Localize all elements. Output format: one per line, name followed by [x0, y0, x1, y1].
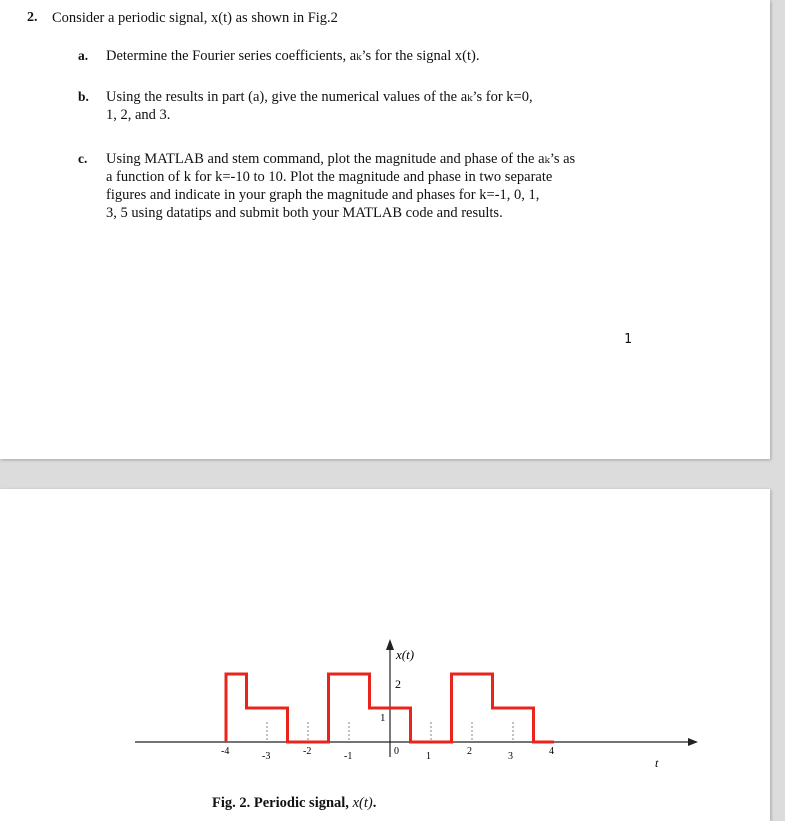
x-axis-label: t: [655, 756, 659, 770]
y-axis-label: x(t): [396, 647, 415, 662]
figure-caption: [212, 795, 376, 812]
subquestion-label: a.: [78, 48, 89, 63]
text-line: 3, 5 using datatips and submit both your MATLAB code and results.: [106, 205, 503, 221]
caption-text: Fig. 2. Periodic signal,: [212, 795, 353, 811]
question-number: 2.: [27, 10, 38, 25]
text-line: 1, 2, and 3.: [106, 107, 171, 123]
subquestion-text: [106, 150, 656, 222]
time-axis-arrow-icon: [688, 738, 698, 746]
level-high-label: 2: [395, 677, 401, 691]
tick-label: -4: [221, 746, 230, 757]
text-line: a function of k for k=-10 to 10. Plot the magnitude and phase in two separate: [106, 169, 553, 185]
caption-italic: x(t): [352, 795, 373, 811]
tick-label: -3: [262, 751, 271, 762]
value-axis-arrow-icon: [386, 639, 394, 650]
subquestion-label: c.: [78, 151, 88, 166]
subquestion-text: [106, 88, 656, 124]
tick-label: 1: [426, 751, 431, 762]
text-line: Using MATLAB and stem command, plot the magnitude and phase of the aₖ’s as: [106, 151, 576, 167]
level-low-label: 1: [380, 712, 386, 724]
document-page-2: [0, 489, 770, 821]
text-line: figures and indicate in your graph the magnitude and phases for k=-1, 0, 1,: [106, 187, 540, 203]
tick-label: -2: [303, 746, 312, 757]
caption-end: .: [372, 795, 377, 811]
page-number: 1: [624, 332, 632, 347]
question-text: Consider a periodic signal, x(t) as shown in Fig.2: [52, 10, 338, 26]
tick-label: 0: [394, 746, 399, 757]
tick-label: -1: [344, 751, 353, 762]
subquestion-text: Determine the Fourier series coefficients, aₖ’s for the signal x(t).: [106, 48, 480, 64]
tick-label: 3: [508, 751, 513, 762]
subquestion-label: b.: [78, 89, 89, 104]
signal-figure: [0, 489, 770, 789]
tick-label: 4: [549, 746, 554, 757]
text-line: Using the results in part (a), give the numerical values of the aₖ’s for k=0,: [106, 89, 533, 105]
tick-label: 2: [467, 746, 472, 757]
